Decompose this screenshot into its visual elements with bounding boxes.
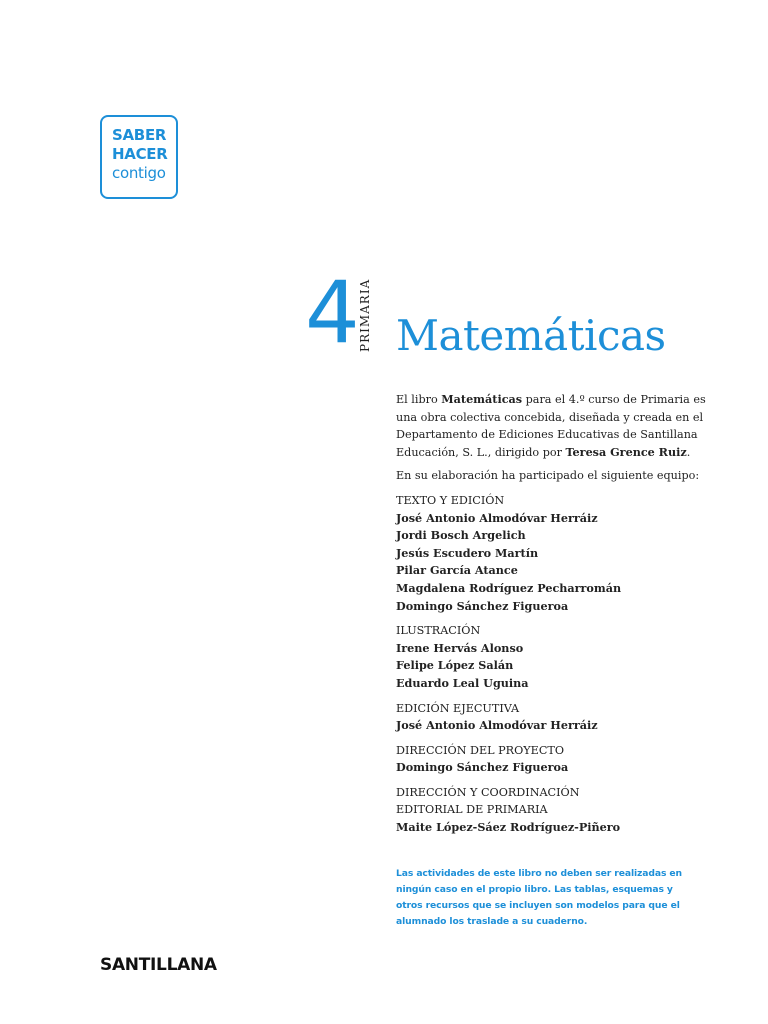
credit-name: José Antonio Almodóvar Herráiz bbox=[396, 718, 598, 733]
credit-name: Domingo Sánchez Figueroa bbox=[396, 760, 569, 775]
credit-section-project bbox=[396, 742, 716, 777]
credit-heading: ILUSTRACIÓN bbox=[396, 624, 481, 638]
logo-line-3: contigo bbox=[112, 164, 166, 182]
credit-name: Irene Hervás Alonso bbox=[396, 640, 524, 655]
intro-paragraph: El libro Matemáticas para el 4.º curso de Primaria es una obra colectiva concebida, diseñada y creada en el Departamento de Ediciones Educativas de Santillana Educación, S. L., dirigido por Teresa Grence Ruiz. bbox=[396, 392, 706, 459]
credit-section-coordination bbox=[396, 784, 716, 837]
credit-name: Jordi Bosch Argelich bbox=[396, 528, 526, 543]
credit-section-illustration bbox=[396, 622, 716, 692]
credit-section-executive bbox=[396, 700, 716, 735]
credits-block bbox=[396, 391, 716, 837]
credit-name: Pilar García Atance bbox=[396, 563, 518, 578]
logo-line-2: HACER bbox=[112, 145, 168, 163]
credit-name: José Antonio Almodóvar Herráiz bbox=[396, 510, 598, 525]
credit-name: Felipe López Salán bbox=[396, 658, 514, 673]
credit-name: Domingo Sánchez Figueroa bbox=[396, 598, 569, 613]
credit-heading: EDICIÓN EJECUTIVA bbox=[396, 701, 520, 715]
team-intro: En su elaboración ha participado el siguiente equipo: bbox=[396, 469, 700, 483]
credit-heading: TEXTO Y EDICIÓN bbox=[396, 493, 505, 507]
credit-heading: DIRECCIÓN DEL PROYECTO bbox=[396, 743, 565, 757]
credit-heading: DIRECCIÓN Y COORDINACIÓN EDITORIAL DE PRIMARIA bbox=[396, 785, 580, 817]
credit-name: Magdalena Rodríguez Pecharromán bbox=[396, 580, 622, 595]
credit-name: Maite López-Sáez Rodríguez-Piñero bbox=[396, 820, 621, 835]
saber-hacer-logo bbox=[100, 115, 178, 199]
credit-name: Eduardo Leal Uguina bbox=[396, 675, 529, 690]
book-title: Matemáticas bbox=[396, 311, 666, 360]
credit-section-text bbox=[396, 492, 716, 615]
usage-notice: Las actividades de este libro no deben ser realizadas en ningún caso en el propio libro. Las tablas, esquemas y otros recursos que se incluyen son modelos para que el alumnado los traslade a su cuaderno. bbox=[396, 868, 683, 927]
credit-name: Jesús Escudero Martín bbox=[396, 545, 539, 560]
logo-line-1: SABER bbox=[112, 126, 167, 144]
grade-level: PRIMARIA bbox=[358, 278, 372, 352]
grade-number: 4 bbox=[305, 263, 357, 363]
publisher-logo: SANTILLANA bbox=[100, 955, 217, 975]
